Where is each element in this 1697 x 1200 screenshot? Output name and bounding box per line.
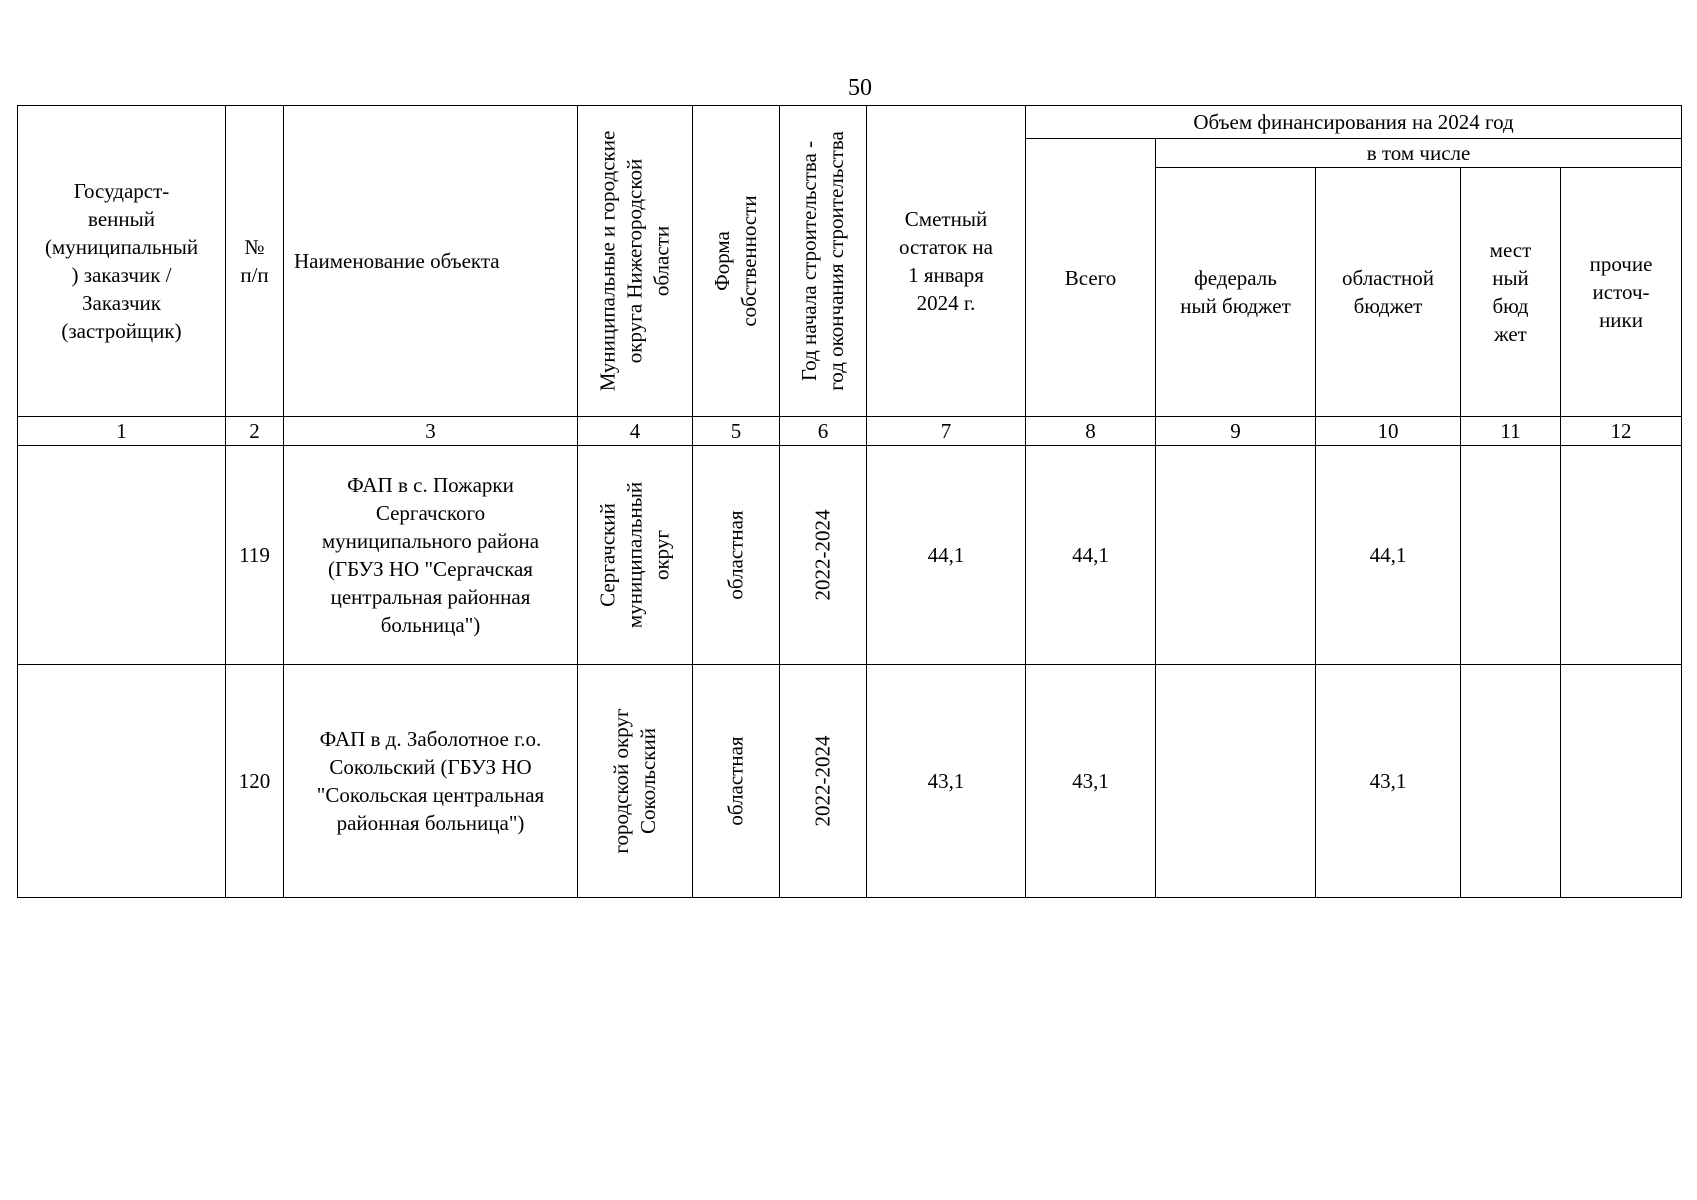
column-number: 10 (1316, 417, 1461, 446)
header-customer-text: Государст- венный (муниципальный ) заказчик / Заказчик (застройщик) (44, 179, 199, 343)
header-object-name-text: Наименование объекта (294, 249, 500, 273)
header-including (1156, 139, 1682, 168)
cell-federal (1156, 446, 1316, 665)
cell-other (1561, 446, 1682, 665)
cell-object-name (284, 446, 578, 665)
cell-number: 119 (226, 446, 284, 665)
cell-object-name (284, 665, 578, 898)
cell-local (1461, 446, 1561, 665)
header-local-text: мест ный бюд жет (1489, 238, 1532, 346)
header-years-text: Год начала строительства - год окончания строительства (797, 131, 848, 391)
municipality-text: Сергачский муниципальный округ (595, 481, 674, 629)
column-number: 7 (867, 417, 1026, 446)
page-number: 50 (848, 75, 872, 101)
header-federal-text: федераль ный бюджет (1180, 266, 1291, 318)
header-municipality (578, 106, 693, 417)
header-regional (1316, 168, 1461, 417)
cell-municipality (578, 446, 693, 665)
header-customer (18, 106, 226, 417)
header-total-text: Всего (1064, 265, 1117, 290)
header-including-text: в том числе (1366, 141, 1471, 165)
table-row (18, 446, 1682, 665)
header-estimated-balance (867, 106, 1026, 417)
cell-years (780, 446, 867, 665)
cell-customer (18, 446, 226, 665)
cell-estimated-balance: 44,1 (867, 446, 1026, 665)
header-object-name (284, 106, 578, 417)
cell-regional: 44,1 (1316, 446, 1461, 665)
cell-regional: 43,1 (1316, 665, 1461, 898)
header-ownership-text: Форма собственности (710, 195, 761, 327)
header-federal (1156, 168, 1316, 417)
cell-local (1461, 665, 1561, 898)
object-name-text: ФАП в д. Заболотное г.о. Сокольский (ГБУЗ НО "Сокольская центральная районная больница") (316, 727, 545, 835)
cell-municipality (578, 665, 693, 898)
column-number: 11 (1461, 417, 1561, 446)
header-estimated-balance-text: Сметный остаток на 1 января 2024 г. (899, 207, 993, 315)
header-local (1461, 168, 1561, 417)
column-number: 4 (578, 417, 693, 446)
column-number: 5 (693, 417, 780, 446)
column-number: 2 (226, 417, 284, 446)
column-number: 3 (284, 417, 578, 446)
cell-number: 120 (226, 665, 284, 898)
header-other-text: прочие источ- ники (1589, 252, 1653, 332)
column-number: 8 (1026, 417, 1156, 446)
years-text: 2022-2024 (810, 735, 835, 827)
cell-federal (1156, 665, 1316, 898)
table-row (18, 665, 1682, 898)
cell-years (780, 665, 867, 898)
cell-ownership (693, 665, 780, 898)
cell-total: 44,1 (1026, 446, 1156, 665)
cell-ownership (693, 446, 780, 665)
header-financing-group (1026, 106, 1682, 139)
object-name-text: ФАП в с. Пожарки Сергачского муниципального района (ГБУЗ НО "Сергачская центральная районная больница") (321, 473, 540, 637)
header-number-text: № п/п (240, 235, 269, 287)
column-number: 9 (1156, 417, 1316, 446)
column-number: 1 (18, 417, 226, 446)
ownership-text: областная (723, 736, 748, 826)
header-financing-group-text: Объем финансирования на 2024 год (1193, 110, 1514, 134)
header-other (1561, 168, 1682, 417)
ownership-text: областная (723, 510, 748, 600)
cell-customer (18, 665, 226, 898)
column-numbers-row (18, 417, 1682, 446)
header-number (226, 106, 284, 417)
column-number: 12 (1561, 417, 1682, 446)
construction-objects-table (17, 105, 1682, 898)
header-years (780, 106, 867, 417)
years-text: 2022-2024 (810, 509, 835, 601)
municipality-text: городской округ Сокольский (609, 708, 660, 854)
header-total (1026, 139, 1156, 417)
header-regional-text: областной бюджет (1342, 266, 1434, 318)
header-row-top (18, 106, 1682, 139)
header-municipality-text: Муниципальные и городские округа Нижегородской области (595, 130, 674, 392)
cell-other (1561, 665, 1682, 898)
column-number: 6 (780, 417, 867, 446)
cell-total: 43,1 (1026, 665, 1156, 898)
cell-estimated-balance: 43,1 (867, 665, 1026, 898)
header-ownership (693, 106, 780, 417)
